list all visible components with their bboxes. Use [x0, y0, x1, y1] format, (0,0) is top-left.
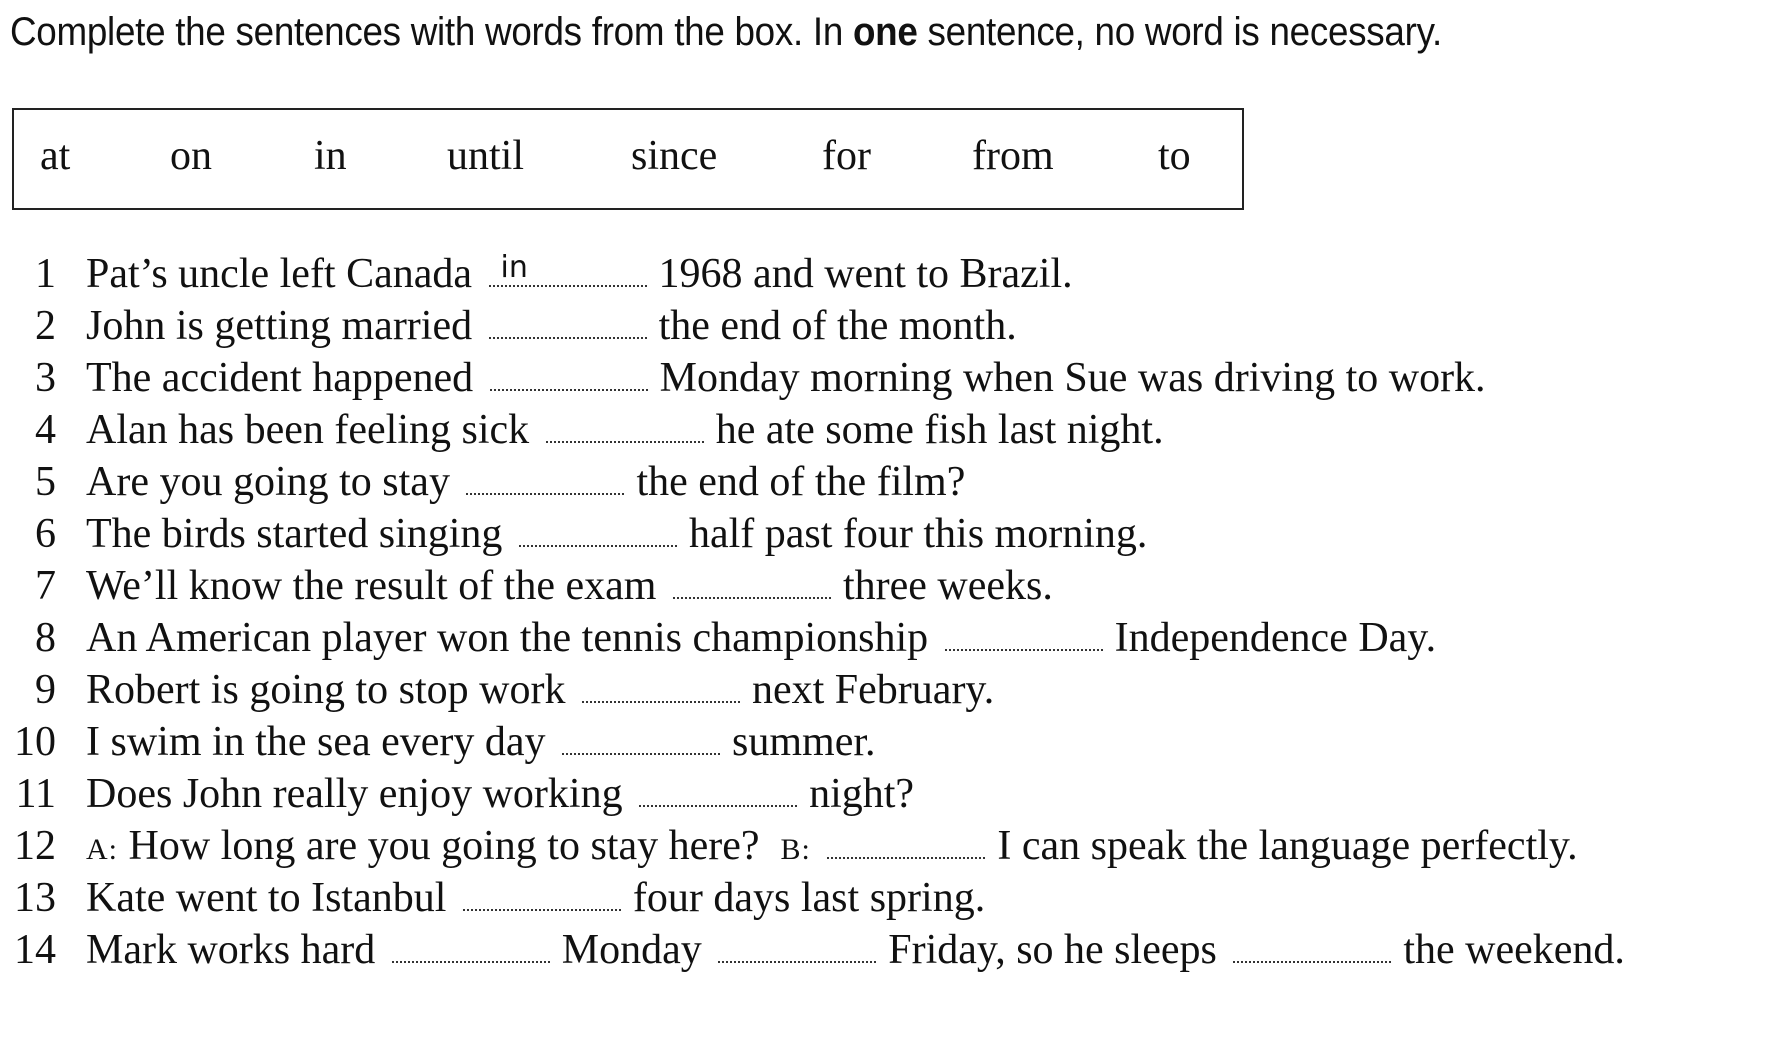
- sentence-text: Alan has been feeling sick: [86, 407, 530, 453]
- exercise-sentence: [86, 666, 994, 714]
- answer-blank[interactable]: [827, 851, 985, 859]
- exercise-number: 1: [35, 251, 56, 297]
- sentence-text: Robert is going to stop work: [86, 667, 566, 713]
- exercise-sentence: [86, 614, 1436, 662]
- answer-blank[interactable]: [546, 435, 704, 443]
- sentence-text: Friday, so he sleeps: [888, 927, 1217, 973]
- sentence-text: The birds started singing: [86, 511, 503, 557]
- exercise-sentence: [86, 302, 1017, 350]
- word-box-item: on: [170, 133, 212, 179]
- answer-blank[interactable]: [466, 487, 624, 495]
- sentence-text: John is getting married: [86, 303, 473, 349]
- sentence-text: How long are you going to stay here?: [128, 823, 760, 869]
- exercise-number: 13: [14, 875, 56, 921]
- answer-blank[interactable]: [463, 903, 621, 911]
- answer-blank[interactable]: [490, 383, 648, 391]
- sentence-text: the end of the month.: [658, 303, 1017, 349]
- sentence-text: The accident happened: [86, 355, 474, 401]
- word-box-item: from: [972, 133, 1054, 179]
- sentence-text: We’ll know the result of the exam: [86, 563, 657, 609]
- sentence-text: four days last spring.: [632, 875, 986, 921]
- sentence-text: next February.: [752, 667, 995, 713]
- sentence-text: Does John really enjoy working: [86, 771, 623, 817]
- word-box: [12, 108, 1244, 210]
- answer-blank[interactable]: [562, 747, 720, 755]
- sentence-text: half past four this morning.: [688, 511, 1148, 557]
- word-box-item: to: [1158, 133, 1191, 179]
- word-box-item: until: [447, 133, 525, 179]
- sentence-text: I can speak the language perfectly.: [997, 823, 1578, 869]
- exercise-number: 12: [14, 823, 56, 869]
- exercise-number: 5: [35, 459, 56, 505]
- exercise-sentence: [86, 822, 1578, 870]
- exercise-sentence: [86, 770, 914, 818]
- sentence-text: 1968 and went to Brazil.: [658, 251, 1073, 297]
- instruction-bold: one: [852, 10, 918, 54]
- speaker-a-label: A:: [86, 833, 118, 866]
- answer-blank[interactable]: [718, 955, 876, 963]
- exercise-sentence: [86, 562, 1053, 610]
- instruction-before: Complete the sentences with words from the box. In: [10, 10, 853, 54]
- exercise-sentence: [86, 510, 1147, 558]
- exercise-number: 8: [35, 615, 56, 661]
- sentence-text: Independence Day.: [1114, 615, 1437, 661]
- exercise-number: 2: [35, 303, 56, 349]
- answer-blank[interactable]: [1233, 955, 1391, 963]
- exercise-sentence: [86, 458, 965, 506]
- answer-blank[interactable]: [582, 695, 740, 703]
- sentence-text: Kate went to Istanbul: [86, 875, 447, 921]
- word-box-item: since: [631, 133, 718, 179]
- sentence-text: I swim in the sea every day: [86, 719, 546, 765]
- sentence-text: he ate some fish last night.: [715, 407, 1164, 453]
- exercise-sentence: [86, 250, 1073, 298]
- answer-blank[interactable]: [673, 591, 831, 599]
- sentence-text: Pat’s uncle left Canada: [86, 251, 473, 297]
- answer-blank[interactable]: [519, 539, 677, 547]
- sentence-text: Monday morning when Sue was driving to work.: [659, 355, 1486, 401]
- sentence-text: three weeks.: [842, 563, 1053, 609]
- instruction-text: [10, 10, 1442, 55]
- exercise-sentence: [86, 406, 1164, 454]
- word-box-item: at: [40, 133, 71, 179]
- answer-blank[interactable]: [489, 331, 647, 339]
- exercise-sentence: [86, 874, 985, 922]
- exercise-number: 4: [35, 407, 56, 453]
- sentence-text: Monday: [561, 927, 702, 973]
- exercise-number: 14: [14, 927, 56, 973]
- sentence-text: the weekend.: [1403, 927, 1625, 973]
- handwritten-answer: in: [500, 250, 528, 285]
- exercise-number: 10: [14, 719, 56, 765]
- sentence-text: night?: [809, 771, 915, 817]
- exercise-sentence: [86, 718, 876, 766]
- instruction-after: sentence, no word is necessary.: [917, 10, 1442, 54]
- exercise-sentence: [86, 926, 1625, 974]
- exercise-number: 11: [15, 771, 56, 817]
- exercise-number: 9: [35, 667, 56, 713]
- sentence-text: Mark works hard: [86, 927, 376, 973]
- answer-blank[interactable]: [639, 799, 797, 807]
- sentence-text: the end of the film?: [636, 459, 966, 505]
- sentence-text: summer.: [732, 719, 876, 765]
- exercise-sentence: [86, 354, 1486, 402]
- exercise-number: 3: [35, 355, 56, 401]
- answer-blank[interactable]: [945, 643, 1103, 651]
- answer-blank[interactable]: [489, 250, 647, 287]
- answer-blank[interactable]: [392, 955, 550, 963]
- sentence-text: Are you going to stay: [86, 459, 450, 505]
- exercise-number: 6: [35, 511, 56, 557]
- sentence-text: An American player won the tennis championship: [86, 615, 929, 661]
- word-box-item: in: [314, 133, 347, 179]
- word-box-item: for: [822, 133, 871, 179]
- speaker-b-label: B:: [780, 833, 811, 866]
- exercise-number: 7: [35, 563, 56, 609]
